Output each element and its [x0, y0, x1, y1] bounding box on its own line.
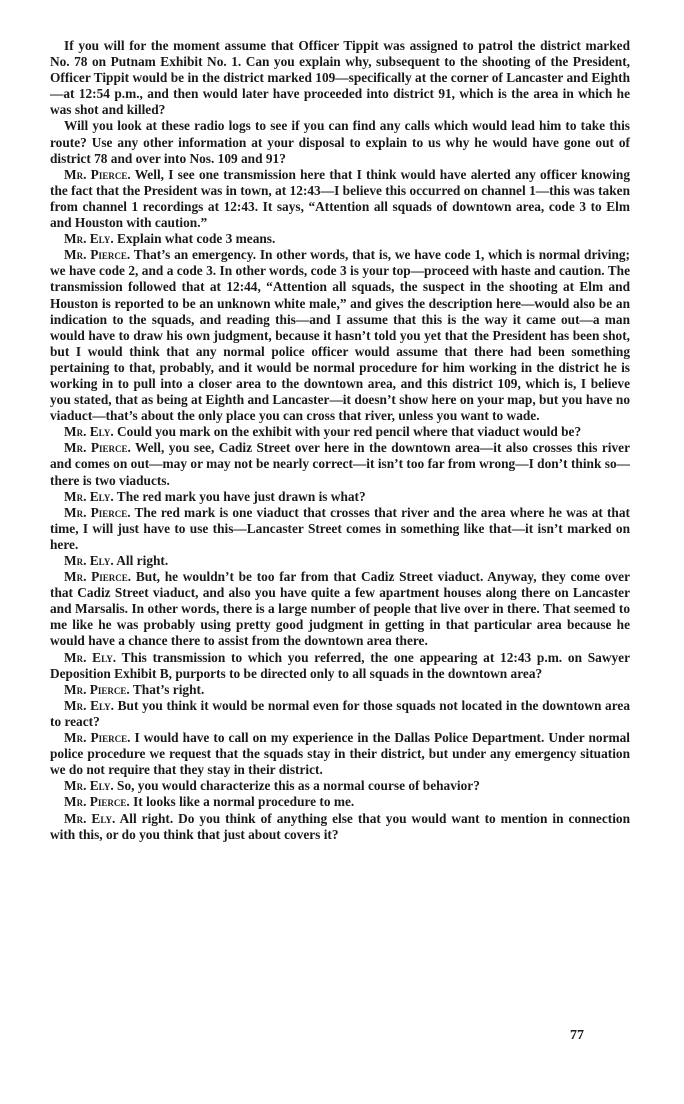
paragraph-text: All right.	[116, 553, 169, 568]
paragraph	[50, 553, 630, 569]
paragraph-text: Explain what code 3 means.	[117, 231, 276, 247]
speaker-label: Mr. Ely.	[64, 810, 116, 826]
paragraph	[50, 167, 630, 231]
paragraph	[50, 440, 630, 488]
paragraph-text: If you will for the moment assume that Officer Tippit was assigned to patrol the district marked No. 78 on Putnam Exhibit No. 1. Can you explain why, subsequent to the shooting of the President, Officer Tippit would be in the district marked 109—specifically at the corner of Lancaster and Eighth—at 12:54 p.m., and then would later have proceeded into district 91, which is the area in which he was shot and killed?	[50, 38, 630, 118]
paragraph-text: The red mark you have just drawn is what?	[116, 488, 366, 504]
paragraph-text: This transmission to which you referred, the one appearing at 12:43 p.m. on Sawyer Deposition Exhibit B, purports to be directed only to all squads in the downtown area?	[50, 649, 630, 681]
speaker-label: Mr. Ely.	[64, 697, 114, 713]
speaker-label: Mr. Ely.	[64, 778, 114, 794]
paragraph-text: That’s an emergency. In other words, that is, we have code 1, which is normal driving; we have code 2, and a code 3. In other words, code 3 is your top—proceed with haste and caution. The transmission followed that at 12:44, “Attention all squads, the suspect in the shooting at Elm and Houston is reported to be an unknown white male,” and gives the description here—would also be an indication to the squads, and reading this—and I assume that this is the way it came out—a man would have to draw his own judgment, because it hasn’t told you yet that the President has been shot, but I would think that any normal police officer would assume that there had been something pertaining to that, probably, and it would be normal procedure for him working in the district he is working in to pull into a closer area to the downtown area, and this district 109, which is, I believe you stated, that as being at Eighth and Lancaster—it doesn’t show here on your map, but you have no viaduct—that’s about the only place you can cross that river, unless you want to wade.	[50, 247, 630, 424]
paragraph	[50, 118, 630, 166]
paragraph-text: It looks like a normal procedure to me.	[133, 794, 355, 810]
speaker-label: Mr. Ely.	[64, 649, 117, 665]
paragraph-text: I would have to call on my experience in the Dallas Police Department. Under normal police procedure we request that the squads stay in their district, but under any emergency situation we do not require that they stay in their district.	[50, 730, 630, 778]
paragraph-text: But, he wouldn’t be too far from that Cadiz Street viaduct. Anyway, they come over that Cadiz Street viaduct, and also you have quite a few apartment houses along there on Lancaster and Marsalis. In other words, there is a large number of people that live over in there. That seemed to me like he was probably using pretty good judgment in getting in that particular area because he would have a chance there to assist from the downtown area there.	[50, 569, 630, 649]
speaker-label: Mr. Ely.	[64, 231, 114, 247]
paragraph	[50, 231, 630, 247]
paragraph-text: Will you look at these radio logs to see if you can find any calls which would lead him to take this route? Use any other information at your disposal to explain to us why he would have gone out of district 78 and over into Nos. 109 and 91?	[50, 118, 630, 166]
paragraph-text: Well, you see, Cadiz Street over here in the downtown area—it also crosses this river and comes on out—may or may not be nearly correct—it isn’t too far from wrong—I don’t think so—there is two viaducts.	[50, 440, 630, 488]
paragraph	[50, 682, 630, 698]
paragraph	[50, 730, 630, 778]
paragraph	[50, 698, 630, 730]
speaker-label: Mr. Pierce.	[64, 166, 131, 182]
paragraph-text: Well, I see one transmission here that I think would have alerted any officer knowing the fact that the President was in town, at 12:43—I believe this occurred on channel 1—this was taken from channel 1 recordings at 12:43. It says, “Attention all squads of downtown area, code 3 to Elm and Houston with caution.”	[50, 166, 630, 231]
speaker-label: Mr. Ely.	[64, 553, 114, 568]
speaker-label: Mr. Pierce.	[64, 247, 131, 263]
speaker-label: Mr. Ely.	[64, 488, 114, 504]
paragraph-text: Could you mark on the exhibit with your red pencil where that viaduct would be?	[117, 424, 582, 440]
paragraph	[50, 569, 630, 649]
paragraph	[50, 505, 630, 553]
page-number: 77	[570, 1028, 584, 1043]
paragraph	[50, 489, 630, 505]
paragraph	[50, 778, 630, 794]
paragraph-text: All right. Do you think of anything else that you would want to mention in connection with this, or do you think that just about covers it?	[50, 810, 631, 842]
paragraph-text: The red mark is one viaduct that crosses that river and the area where he was at that time, I will just have to use this—Lancaster Street comes in something like that—it isn’t marked on here.	[50, 504, 630, 552]
speaker-label: Mr. Pierce.	[64, 504, 131, 520]
paragraph	[50, 794, 630, 810]
paragraph-text: But you think it would be normal even for those squads not located in the downtown area to react?	[50, 697, 630, 729]
speaker-label: Mr. Pierce.	[64, 730, 131, 746]
paragraph	[50, 38, 630, 118]
paragraph	[50, 424, 630, 440]
speaker-label: Mr. Pierce.	[64, 681, 130, 697]
paragraph	[50, 247, 630, 424]
speaker-label: Mr. Pierce.	[64, 794, 130, 810]
speaker-label: Mr. Pierce.	[64, 440, 131, 456]
paragraph	[50, 811, 630, 843]
speaker-label: Mr. Ely.	[64, 424, 114, 440]
paragraph-text: So, you would characterize this as a normal course of behavior?	[117, 778, 480, 794]
document-body	[50, 38, 630, 843]
paragraph-text: That’s right.	[132, 681, 205, 697]
paragraph	[50, 650, 630, 682]
speaker-label: Mr. Pierce.	[64, 569, 132, 585]
